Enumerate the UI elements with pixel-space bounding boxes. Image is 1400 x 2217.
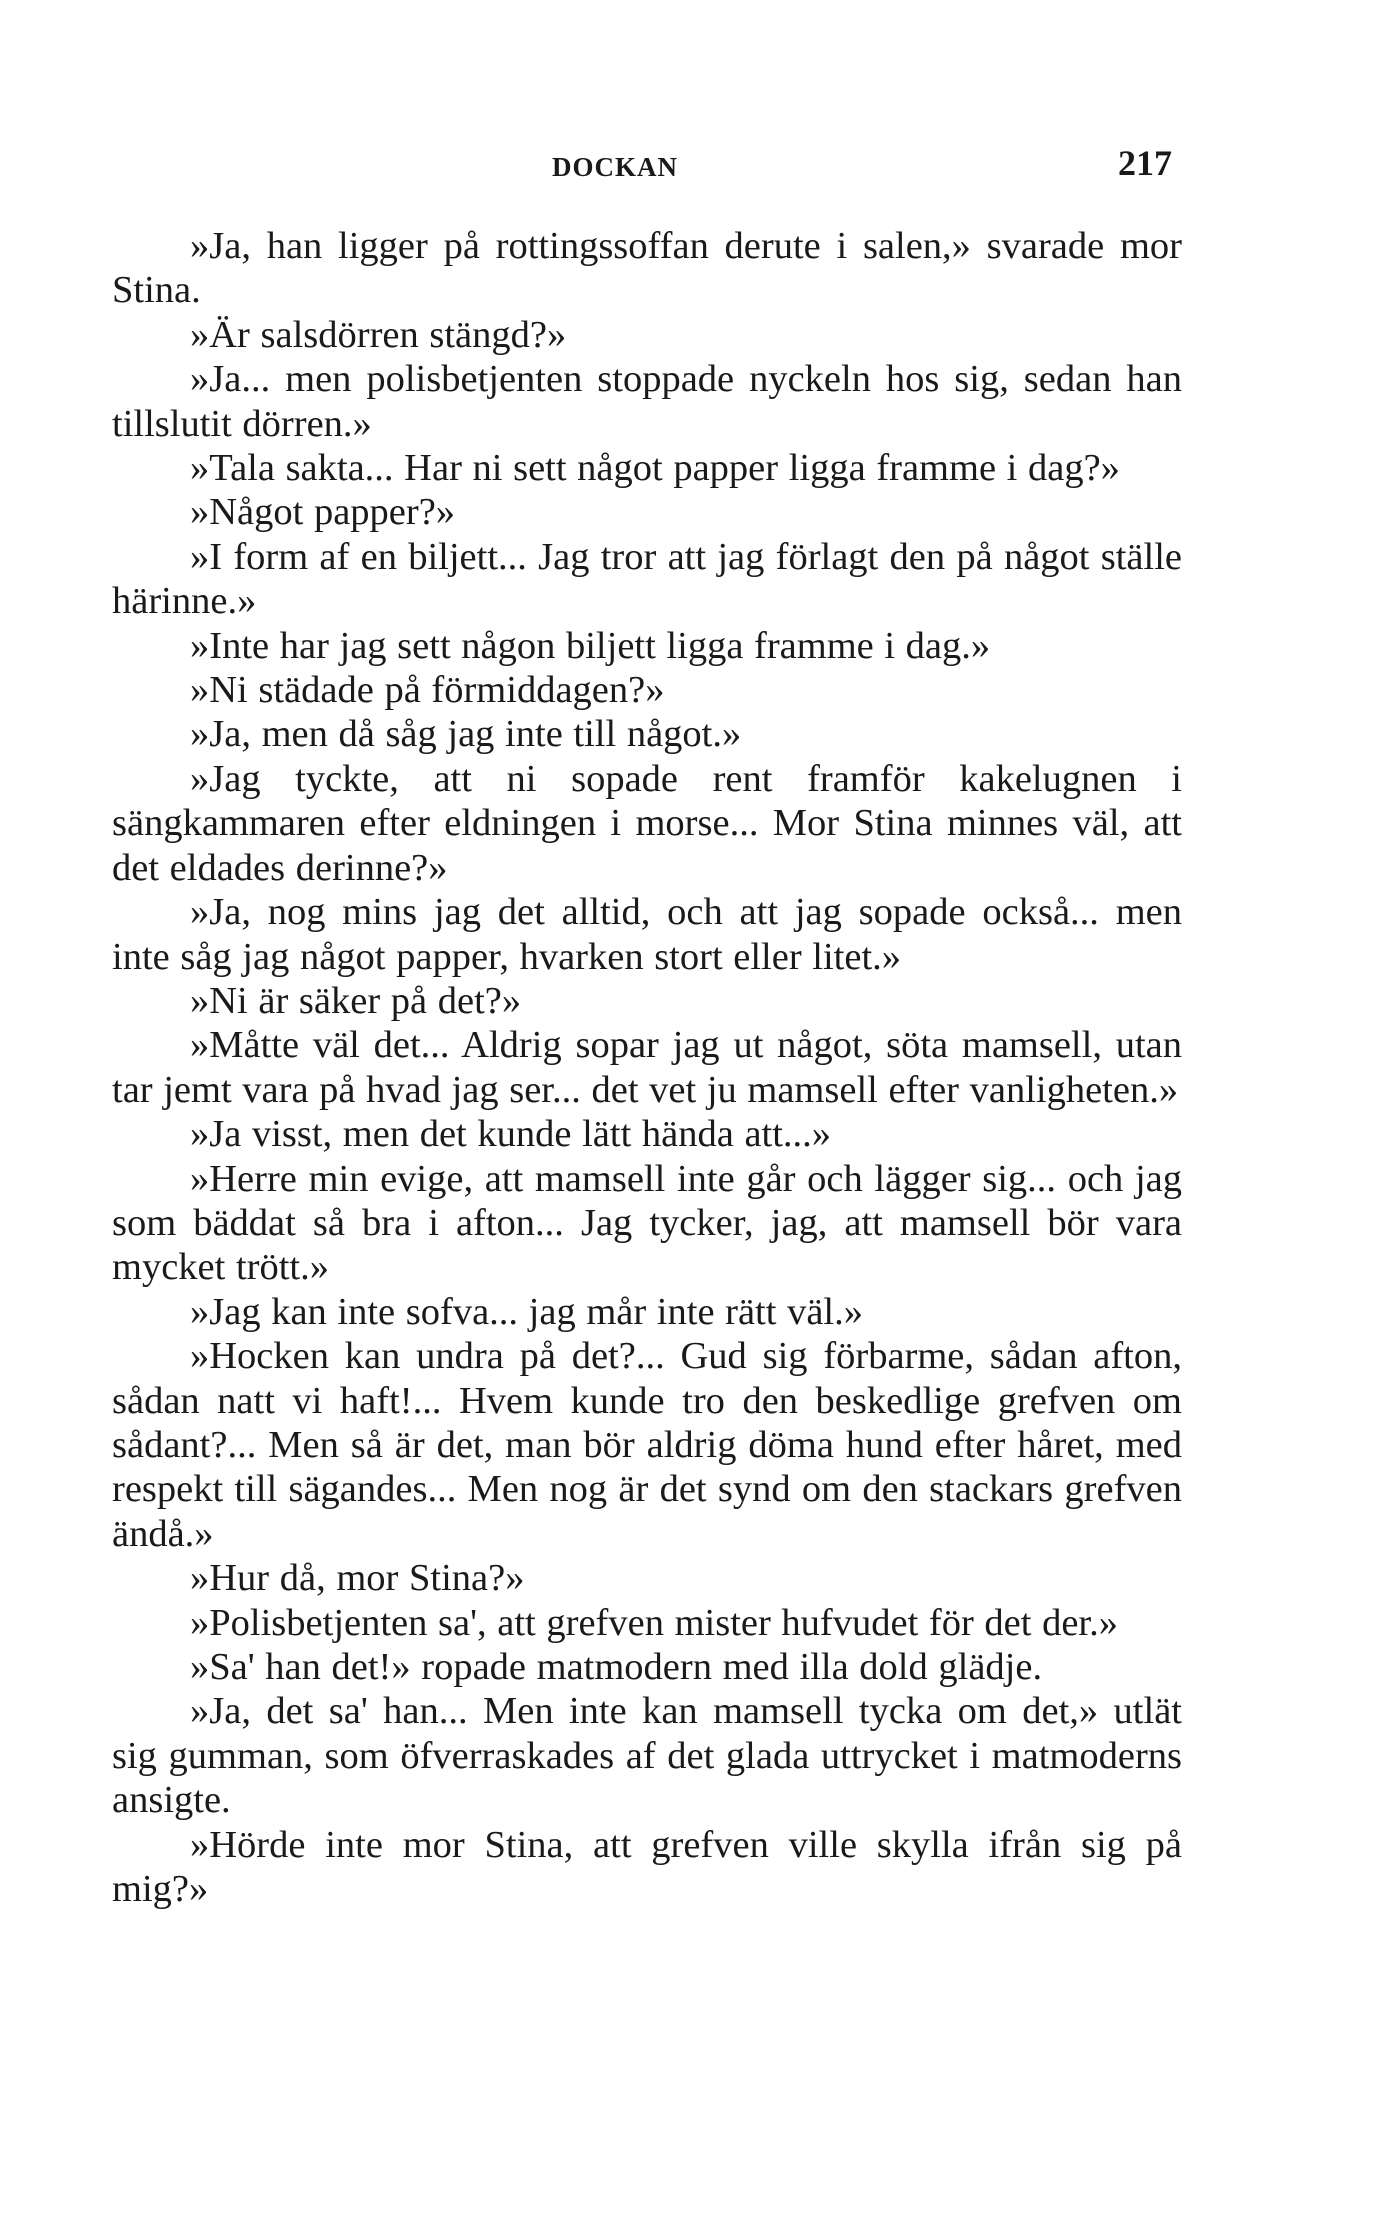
paragraph: »Ja, det sa' han... Men inte kan mamsell tycka om det,» utlät sig gumman, som öfverraskades af det glada uttrycket i matmoderns ansigte. [112,1690,1182,1822]
paragraph: »Hörde inte mor Stina, att grefven ville skylla ifrån sig på mig?» [112,1823,1182,1911]
paragraph: »Ja... men polisbetjenten stoppade nyckeln hos sig, sedan han tillslutit dörren.» [112,358,1182,445]
paragraph: »Ja, nog mins jag det alltid, och att jag sopade också... men inte såg jag något papper, hvarken stort eller litet.» [112,891,1182,978]
running-title: DOCKAN [552,152,678,182]
paragraph: »Inte har jag sett någon biljett ligga framme i dag.» [190,624,991,667]
paragraph: »Hur då, mor Stina?» [190,1557,525,1600]
page-number: 217 [1118,143,1172,183]
paragraph: »Ja, men då såg jag inte till något.» [190,713,742,756]
paragraph: »Jag tyckte, att ni sopade rent framför kakelugnen i sängkammaren efter eldningen i morse... Mor Stina minnes väl, att det eldades derinne?» [112,757,1182,889]
book-page [112,140,1182,1911]
paragraph: »Måtte väl det... Aldrig sopar jag ut något, söta mamsell, utan tar jemt vara på hvad jag ser... det vet ju mamsell efter vanligheten.» [112,1024,1182,1111]
paragraph: »Något papper?» [190,491,456,534]
running-head [112,140,1182,200]
paragraph: »Hocken kan undra på det?... Gud sig förbarme, sådan afton, sådan natt vi haft!... Hvem kunde tro den beskedlige grefven om sådant?... Men så är det, man bör aldrig döma hund efter håret, med respekt till sägandes... Men nog är det synd om den stackars grefven ändå.» [112,1335,1182,1555]
paragraph: »Herre min evige, att mamsell inte går och lägger sig... och jag som bäddat så bra i afton... Jag tycker, jag, att mamsell bör vara mycket trött.» [112,1157,1182,1289]
paragraph: »Ni är säker på det?» [190,979,522,1022]
paragraph: »Jag kan inte sofva... jag mår inte rätt väl.» [190,1290,863,1333]
paragraph: »Ja visst, men det kunde lätt hända att...» [190,1113,832,1156]
paragraph: »I form af en biljett... Jag tror att jag förlagt den på något ställe härinne.» [112,535,1182,623]
paragraph: »Polisbetjenten sa', att grefven mister hufvudet för det der.» [190,1601,1118,1644]
paragraph: »Ni städade på förmiddagen?» [190,669,665,712]
text-body [112,224,1182,1911]
paragraph: »Tala sakta... Har ni sett något papper ligga framme i dag?» [190,447,1120,490]
paragraph: »Är salsdörren stängd?» [190,313,567,356]
paragraph: »Ja, han ligger på rottingssoffan derute i salen,» svarade mor Stina. [112,225,1182,312]
paragraph: »Sa' han det!» ropade matmodern med illa dold glädje. [190,1646,1043,1688]
